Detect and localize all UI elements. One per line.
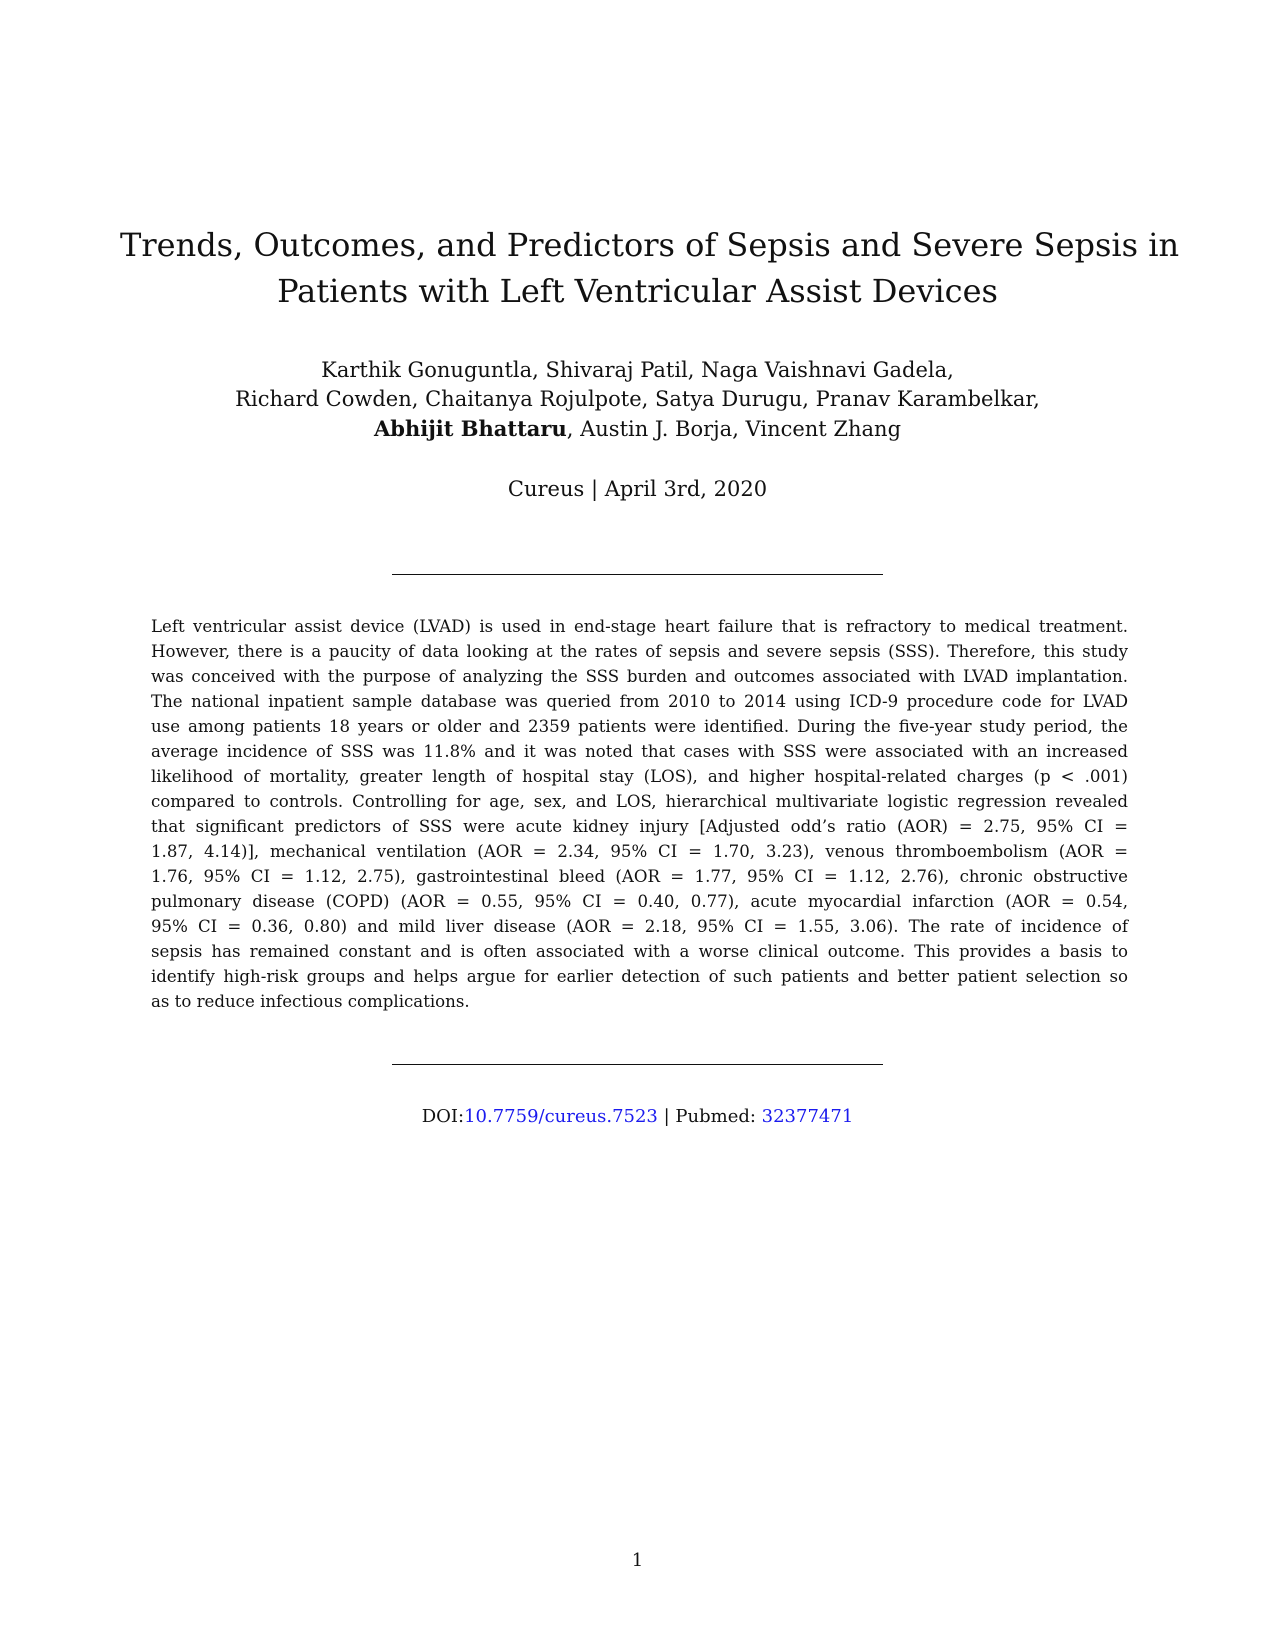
doi-link[interactable]: 10.7759/cureus.7523 (464, 1106, 658, 1127)
abstract-line: as to reduce infectious complications. (151, 992, 470, 1011)
abstract-line: Left ventricular assist device (LVAD) is used in end-stage heart failure that is refractory to medical treatment. (151, 617, 1128, 636)
abstract-line: 95% CI = 0.36, 0.80) and mild liver disease (AOR = 2.18, 95% CI = 1.55, 3.06). The rate of incidence of (151, 917, 1128, 936)
abstract-line: 1.87, 4.14)], mechanical ventilation (AOR = 2.34, 95% CI = 1.70, 3.23), venous thromboembolism (AOR = (151, 842, 1128, 861)
abstract-line: compared to controls. Controlling for age, sex, and LOS, hierarchical multivariate logistic regression revealed (151, 792, 1128, 811)
abstract-line: that significant predictors of SSS were acute kidney injury [Adjusted odd’s ratio (AOR) = 2.75, 95% CI = (151, 817, 1128, 836)
doi-pubmed-line (120, 1104, 1155, 1130)
pubmed-label: | Pubmed: (657, 1106, 762, 1127)
abstract-line: likelihood of mortality, greater length of hospital stay (LOS), and higher hospital-related charges (p < .001) (151, 767, 1128, 786)
abstract-line: The national inpatient sample database was queried from 2010 to 2014 using ICD-9 procedure code for LVAD (151, 692, 1128, 711)
author-line-1: Karthik Gonuguntla, Shivaraj Patil, Naga Vaishnavi Gadela, (321, 358, 954, 382)
title-line-2: Patients with Left Ventricular Assist Devices (277, 272, 998, 310)
abstract-line: pulmonary disease (COPD) (AOR = 0.55, 95% CI = 0.40, 0.77), acute myocardial infarction (AOR = 0.54, (151, 892, 1128, 911)
author-line-2: Richard Cowden, Chaitanya Rojulpote, Satya Durugu, Pranav Karambelkar, (235, 387, 1040, 411)
abstract-line: use among patients 18 years or older and 2359 patients were identified. During the five-year study period, the (151, 717, 1128, 736)
title-line-1: Trends, Outcomes, and Predictors of Sepsis and Severe Sepsis in (120, 226, 1180, 264)
bottom-divider (392, 1064, 883, 1065)
author-line-3-rest: , Austin J. Borja, Vincent Zhang (566, 417, 902, 441)
paper-title (120, 222, 1180, 314)
author-list (120, 356, 1155, 444)
venue-date: Cureus | April 3rd, 2020 (507, 477, 768, 501)
abstract-line: average incidence of SSS was 11.8% and it was noted that cases with SSS were associated with an increased (151, 742, 1128, 761)
top-divider (392, 574, 883, 575)
page-number: 1 (631, 1550, 644, 1571)
abstract-line: sepsis has remained constant and is often associated with a worse clinical outcome. This provides a basis to (151, 942, 1128, 961)
abstract-line: was conceived with the purpose of analyzing the SSS burden and outcomes associated with LVAD implantation. (151, 667, 1128, 686)
abstract-line: 1.76, 95% CI = 1.12, 2.75), gastrointestinal bleed (AOR = 1.77, 95% CI = 1.12, 2.76), chronic obstructive (151, 867, 1128, 886)
highlighted-author: Abhijit Bhattaru (373, 416, 567, 441)
abstract-line: However, there is a paucity of data looking at the rates of sepsis and severe sepsis (SSS). Therefore, this study (151, 642, 1128, 661)
author-line-3 (120, 414, 1155, 444)
doi-label: DOI: (421, 1106, 465, 1127)
pubmed-link[interactable]: 32377471 (761, 1106, 854, 1127)
abstract (151, 614, 1128, 1014)
abstract-line: identify high-risk groups and helps argue for earlier detection of such patients and better patient selection so (151, 967, 1128, 986)
